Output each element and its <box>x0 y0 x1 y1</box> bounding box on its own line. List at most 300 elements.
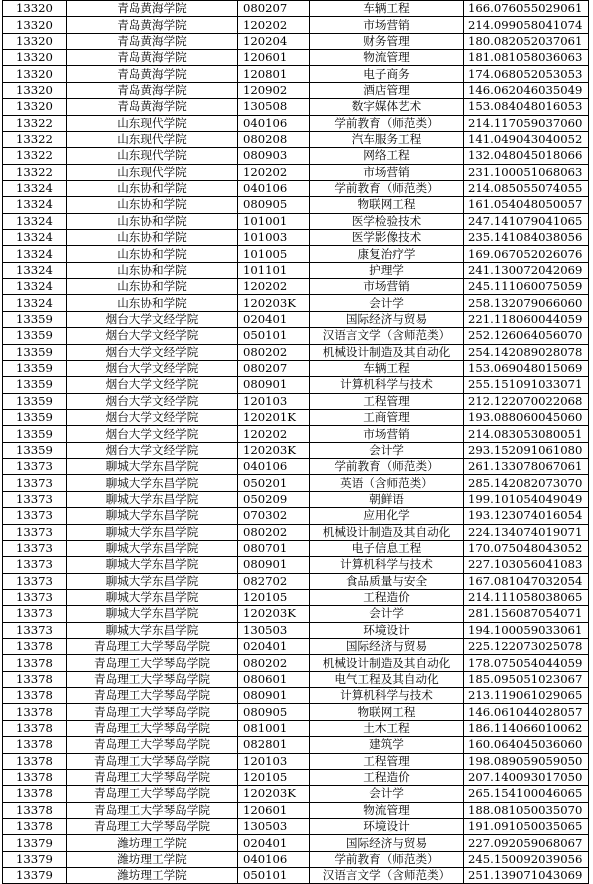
score-cell: 146.062046035049 <box>464 82 589 98</box>
score-cell: 261.133078067061 <box>464 459 589 475</box>
major-name-cell: 建筑学 <box>310 737 464 753</box>
school-name-cell: 烟台大学文经学院 <box>67 442 238 458</box>
major-code-cell: 080901 <box>238 557 310 573</box>
major-name-cell: 物流管理 <box>310 802 464 818</box>
school-name-cell: 聊城大学东昌学院 <box>67 524 238 540</box>
major-name-cell: 数字媒体艺术 <box>310 99 464 115</box>
school-code-cell: 13324 <box>3 213 67 229</box>
score-cell: 191.091050035065 <box>464 818 589 834</box>
major-code-cell: 101001 <box>238 213 310 229</box>
table-row <box>3 180 589 196</box>
school-name-cell: 青岛理工大学琴岛学院 <box>67 769 238 785</box>
school-code-cell: 13378 <box>3 655 67 671</box>
table-row <box>3 17 589 33</box>
school-code-cell: 13373 <box>3 524 67 540</box>
major-name-cell: 市场营销 <box>310 279 464 295</box>
table-row <box>3 704 589 720</box>
major-code-cell: 101003 <box>238 230 310 246</box>
school-name-cell: 烟台大学文经学院 <box>67 377 238 393</box>
major-code-cell: 120203K <box>238 606 310 622</box>
major-name-cell: 会计学 <box>310 786 464 802</box>
major-name-cell: 康复治疗学 <box>310 246 464 262</box>
school-code-cell: 13359 <box>3 393 67 409</box>
major-code-cell: 040106 <box>238 851 310 867</box>
major-code-cell: 082702 <box>238 573 310 589</box>
school-code-cell: 13359 <box>3 442 67 458</box>
school-code-cell: 13359 <box>3 426 67 442</box>
school-code-cell: 13359 <box>3 311 67 327</box>
school-name-cell: 山东协和学院 <box>67 197 238 213</box>
score-cell: 193.088060045060 <box>464 409 589 425</box>
school-name-cell: 山东现代学院 <box>67 148 238 164</box>
school-code-cell: 13359 <box>3 328 67 344</box>
school-name-cell: 青岛理工大学琴岛学院 <box>67 802 238 818</box>
school-code-cell: 13378 <box>3 753 67 769</box>
score-cell: 212.122070022068 <box>464 393 589 409</box>
score-cell: 166.076055029061 <box>464 1 589 17</box>
table-row <box>3 1 589 17</box>
score-cell: 221.118060044059 <box>464 311 589 327</box>
score-cell: 214.099058041074 <box>464 17 589 33</box>
major-code-cell: 020401 <box>238 639 310 655</box>
major-code-cell: 120601 <box>238 50 310 66</box>
major-code-cell: 080901 <box>238 377 310 393</box>
major-code-cell: 080202 <box>238 344 310 360</box>
table-row <box>3 491 589 507</box>
major-name-cell: 网络工程 <box>310 148 464 164</box>
major-name-cell: 学前教育（师范类） <box>310 851 464 867</box>
major-name-cell: 财务管理 <box>310 33 464 49</box>
major-code-cell: 080208 <box>238 131 310 147</box>
major-code-cell: 130503 <box>238 818 310 834</box>
major-name-cell: 会计学 <box>310 606 464 622</box>
table-row <box>3 573 589 589</box>
school-code-cell: 13379 <box>3 835 67 851</box>
score-cell: 281.156087054071 <box>464 606 589 622</box>
school-name-cell: 潍坊理工学院 <box>67 868 238 884</box>
school-code-cell: 13379 <box>3 868 67 884</box>
score-cell: 214.083053080051 <box>464 426 589 442</box>
major-name-cell: 土木工程 <box>310 720 464 736</box>
school-name-cell: 聊城大学东昌学院 <box>67 459 238 475</box>
score-cell: 153.069048015069 <box>464 360 589 376</box>
major-code-cell: 080202 <box>238 655 310 671</box>
major-code-cell: 130503 <box>238 622 310 638</box>
major-name-cell: 工程管理 <box>310 753 464 769</box>
school-name-cell: 山东现代学院 <box>67 164 238 180</box>
major-name-cell: 机械设计制造及其自动化 <box>310 344 464 360</box>
major-code-cell: 080202 <box>238 524 310 540</box>
table-row <box>3 295 589 311</box>
table-row <box>3 262 589 278</box>
school-name-cell: 聊城大学东昌学院 <box>67 508 238 524</box>
table-row <box>3 655 589 671</box>
major-name-cell: 物流管理 <box>310 50 464 66</box>
score-cell: 258.132079066060 <box>464 295 589 311</box>
table-row <box>3 377 589 393</box>
school-code-cell: 13320 <box>3 33 67 49</box>
major-name-cell: 计算机科学与技术 <box>310 377 464 393</box>
school-name-cell: 聊城大学东昌学院 <box>67 622 238 638</box>
school-code-cell: 13320 <box>3 99 67 115</box>
score-cell: 188.081050035070 <box>464 802 589 818</box>
major-name-cell: 机械设计制造及其自动化 <box>310 655 464 671</box>
table-body <box>3 1 589 884</box>
major-name-cell: 工程管理 <box>310 393 464 409</box>
score-cell: 170.075048043052 <box>464 540 589 556</box>
major-code-cell: 040106 <box>238 180 310 196</box>
table-row <box>3 115 589 131</box>
school-code-cell: 13373 <box>3 508 67 524</box>
score-cell: 245.111060075059 <box>464 279 589 295</box>
major-name-cell: 食品质量与安全 <box>310 573 464 589</box>
school-name-cell: 聊城大学东昌学院 <box>67 573 238 589</box>
table-row <box>3 802 589 818</box>
major-code-cell: 080701 <box>238 540 310 556</box>
score-cell: 224.134074019071 <box>464 524 589 540</box>
school-name-cell: 山东协和学院 <box>67 180 238 196</box>
score-cell: 213.119061029065 <box>464 688 589 704</box>
school-name-cell: 烟台大学文经学院 <box>67 426 238 442</box>
school-name-cell: 山东协和学院 <box>67 262 238 278</box>
school-code-cell: 13320 <box>3 66 67 82</box>
score-cell: 186.114066010062 <box>464 720 589 736</box>
table-row <box>3 230 589 246</box>
school-code-cell: 13322 <box>3 115 67 131</box>
school-name-cell: 聊城大学东昌学院 <box>67 491 238 507</box>
major-name-cell: 英语（含师范类） <box>310 475 464 491</box>
score-cell: 169.067052026076 <box>464 246 589 262</box>
score-cell: 132.048045018066 <box>464 148 589 164</box>
major-code-cell: 120801 <box>238 66 310 82</box>
school-name-cell: 烟台大学文经学院 <box>67 360 238 376</box>
school-name-cell: 青岛理工大学琴岛学院 <box>67 818 238 834</box>
major-code-cell: 120202 <box>238 279 310 295</box>
table-row <box>3 33 589 49</box>
score-cell: 225.122073025078 <box>464 639 589 655</box>
table-row <box>3 131 589 147</box>
table-row <box>3 720 589 736</box>
table-row <box>3 99 589 115</box>
school-name-cell: 聊城大学东昌学院 <box>67 589 238 605</box>
major-code-cell: 120202 <box>238 426 310 442</box>
major-name-cell: 工程造价 <box>310 769 464 785</box>
score-cell: 245.150092039056 <box>464 851 589 867</box>
score-cell: 194.100059033061 <box>464 622 589 638</box>
school-name-cell: 青岛黄海学院 <box>67 33 238 49</box>
score-cell: 167.081047032054 <box>464 573 589 589</box>
score-cell: 265.154100046065 <box>464 786 589 802</box>
table-row <box>3 508 589 524</box>
school-name-cell: 青岛理工大学琴岛学院 <box>67 704 238 720</box>
table-row <box>3 213 589 229</box>
school-name-cell: 青岛黄海学院 <box>67 82 238 98</box>
major-code-cell: 120203K <box>238 442 310 458</box>
score-cell: 160.064045036060 <box>464 737 589 753</box>
table-row <box>3 557 589 573</box>
major-name-cell: 电子信息工程 <box>310 540 464 556</box>
major-code-cell: 120203K <box>238 295 310 311</box>
major-code-cell: 040106 <box>238 459 310 475</box>
school-name-cell: 山东现代学院 <box>67 131 238 147</box>
score-cell: 235.141084038056 <box>464 230 589 246</box>
major-code-cell: 080207 <box>238 360 310 376</box>
score-cell: 153.084048016053 <box>464 99 589 115</box>
school-code-cell: 13373 <box>3 459 67 475</box>
table-row <box>3 328 589 344</box>
school-code-cell: 13324 <box>3 295 67 311</box>
table-row <box>3 459 589 475</box>
table-row <box>3 606 589 622</box>
major-code-cell: 130508 <box>238 99 310 115</box>
major-code-cell: 120103 <box>238 753 310 769</box>
school-code-cell: 13373 <box>3 491 67 507</box>
table-row <box>3 737 589 753</box>
table-row <box>3 786 589 802</box>
score-cell: 251.139071043069 <box>464 868 589 884</box>
major-code-cell: 040106 <box>238 115 310 131</box>
school-code-cell: 13379 <box>3 851 67 867</box>
major-code-cell: 120902 <box>238 82 310 98</box>
score-cell: 293.152091061080 <box>464 442 589 458</box>
major-code-cell: 050201 <box>238 475 310 491</box>
school-code-cell: 13378 <box>3 671 67 687</box>
major-code-cell: 050101 <box>238 868 310 884</box>
school-code-cell: 13359 <box>3 344 67 360</box>
major-name-cell: 医学影像技术 <box>310 230 464 246</box>
school-name-cell: 青岛理工大学琴岛学院 <box>67 786 238 802</box>
score-cell: 174.068052053053 <box>464 66 589 82</box>
school-name-cell: 山东协和学院 <box>67 295 238 311</box>
score-cell: 207.140093017050 <box>464 769 589 785</box>
school-code-cell: 13324 <box>3 180 67 196</box>
school-code-cell: 13378 <box>3 688 67 704</box>
school-code-cell: 13322 <box>3 131 67 147</box>
school-name-cell: 青岛理工大学琴岛学院 <box>67 737 238 753</box>
table-row <box>3 246 589 262</box>
table-row <box>3 671 589 687</box>
major-name-cell: 学前教育（师范类） <box>310 180 464 196</box>
major-name-cell: 电子商务 <box>310 66 464 82</box>
score-cell: 161.054048050057 <box>464 197 589 213</box>
major-code-cell: 080901 <box>238 688 310 704</box>
major-name-cell: 会计学 <box>310 295 464 311</box>
school-name-cell: 青岛黄海学院 <box>67 50 238 66</box>
school-code-cell: 13373 <box>3 622 67 638</box>
school-code-cell: 13378 <box>3 786 67 802</box>
major-name-cell: 市场营销 <box>310 17 464 33</box>
major-code-cell: 020401 <box>238 311 310 327</box>
table-row <box>3 639 589 655</box>
school-code-cell: 13359 <box>3 360 67 376</box>
school-code-cell: 13320 <box>3 17 67 33</box>
score-cell: 247.141079041065 <box>464 213 589 229</box>
major-name-cell: 汉语言文学（含师范类） <box>310 868 464 884</box>
score-cell: 141.049043040052 <box>464 131 589 147</box>
major-name-cell: 电气工程及其自动化 <box>310 671 464 687</box>
major-code-cell: 080903 <box>238 148 310 164</box>
major-name-cell: 环境设计 <box>310 818 464 834</box>
school-code-cell: 13320 <box>3 82 67 98</box>
school-name-cell: 山东协和学院 <box>67 213 238 229</box>
table-row <box>3 148 589 164</box>
school-code-cell: 13378 <box>3 769 67 785</box>
major-code-cell: 050101 <box>238 328 310 344</box>
major-name-cell: 车辆工程 <box>310 360 464 376</box>
major-name-cell: 物联网工程 <box>310 197 464 213</box>
school-name-cell: 青岛黄海学院 <box>67 99 238 115</box>
major-name-cell: 国际经济与贸易 <box>310 835 464 851</box>
school-code-cell: 13378 <box>3 720 67 736</box>
major-code-cell: 101101 <box>238 262 310 278</box>
score-cell: 241.130072042069 <box>464 262 589 278</box>
table-row <box>3 393 589 409</box>
table-row <box>3 818 589 834</box>
school-name-cell: 聊城大学东昌学院 <box>67 475 238 491</box>
major-name-cell: 酒店管理 <box>310 82 464 98</box>
school-code-cell: 13324 <box>3 197 67 213</box>
major-name-cell: 学前教育（师范类） <box>310 115 464 131</box>
admission-score-table <box>2 0 589 884</box>
major-code-cell: 070302 <box>238 508 310 524</box>
table-row <box>3 50 589 66</box>
table-row <box>3 279 589 295</box>
school-name-cell: 山东现代学院 <box>67 115 238 131</box>
school-name-cell: 山东协和学院 <box>67 230 238 246</box>
school-name-cell: 山东协和学院 <box>67 279 238 295</box>
major-code-cell: 120202 <box>238 164 310 180</box>
school-code-cell: 13324 <box>3 246 67 262</box>
school-code-cell: 13324 <box>3 279 67 295</box>
major-name-cell: 护理学 <box>310 262 464 278</box>
table-row <box>3 82 589 98</box>
school-name-cell: 青岛黄海学院 <box>67 1 238 17</box>
school-name-cell: 烟台大学文经学院 <box>67 409 238 425</box>
table-row <box>3 360 589 376</box>
major-name-cell: 应用化学 <box>310 508 464 524</box>
major-code-cell: 082801 <box>238 737 310 753</box>
school-code-cell: 13320 <box>3 1 67 17</box>
major-code-cell: 080601 <box>238 671 310 687</box>
major-name-cell: 市场营销 <box>310 164 464 180</box>
school-code-cell: 13359 <box>3 409 67 425</box>
table-row <box>3 540 589 556</box>
school-code-cell: 13373 <box>3 540 67 556</box>
major-name-cell: 环境设计 <box>310 622 464 638</box>
score-cell: 185.095051023067 <box>464 671 589 687</box>
table-row <box>3 442 589 458</box>
school-code-cell: 13378 <box>3 818 67 834</box>
major-name-cell: 市场营销 <box>310 426 464 442</box>
school-name-cell: 烟台大学文经学院 <box>67 344 238 360</box>
school-name-cell: 聊城大学东昌学院 <box>67 557 238 573</box>
school-code-cell: 13378 <box>3 704 67 720</box>
school-code-cell: 13359 <box>3 377 67 393</box>
major-code-cell: 020401 <box>238 835 310 851</box>
major-code-cell: 120203K <box>238 786 310 802</box>
school-name-cell: 烟台大学文经学院 <box>67 393 238 409</box>
school-name-cell: 青岛黄海学院 <box>67 66 238 82</box>
major-name-cell: 物联网工程 <box>310 704 464 720</box>
school-name-cell: 青岛理工大学琴岛学院 <box>67 720 238 736</box>
major-name-cell: 医学检验技术 <box>310 213 464 229</box>
major-code-cell: 120202 <box>238 17 310 33</box>
school-name-cell: 烟台大学文经学院 <box>67 328 238 344</box>
score-cell: 178.075054044059 <box>464 655 589 671</box>
major-code-cell: 101005 <box>238 246 310 262</box>
major-name-cell: 汉语言文学（含师范类） <box>310 328 464 344</box>
major-code-cell: 120201K <box>238 409 310 425</box>
school-name-cell: 潍坊理工学院 <box>67 851 238 867</box>
table-row <box>3 164 589 180</box>
major-code-cell: 120105 <box>238 769 310 785</box>
major-name-cell: 国际经济与贸易 <box>310 639 464 655</box>
major-code-cell: 120103 <box>238 393 310 409</box>
school-code-cell: 13322 <box>3 164 67 180</box>
school-code-cell: 13373 <box>3 589 67 605</box>
score-cell: 231.100051068063 <box>464 164 589 180</box>
table-row <box>3 835 589 851</box>
table-row <box>3 851 589 867</box>
school-code-cell: 13373 <box>3 573 67 589</box>
major-code-cell: 050209 <box>238 491 310 507</box>
major-code-cell: 120105 <box>238 589 310 605</box>
major-name-cell: 计算机科学与技术 <box>310 688 464 704</box>
table-row <box>3 688 589 704</box>
major-code-cell: 080905 <box>238 197 310 213</box>
score-cell: 199.101054049049 <box>464 491 589 507</box>
score-cell: 255.151091033071 <box>464 377 589 393</box>
major-name-cell: 计算机科学与技术 <box>310 557 464 573</box>
school-code-cell: 13324 <box>3 230 67 246</box>
score-cell: 214.117059037060 <box>464 115 589 131</box>
school-name-cell: 聊城大学东昌学院 <box>67 540 238 556</box>
score-cell: 252.126064056070 <box>464 328 589 344</box>
major-name-cell: 机械设计制造及其自动化 <box>310 524 464 540</box>
table-row <box>3 868 589 884</box>
school-name-cell: 山东协和学院 <box>67 246 238 262</box>
school-code-cell: 13320 <box>3 50 67 66</box>
school-name-cell: 青岛黄海学院 <box>67 17 238 33</box>
school-code-cell: 13324 <box>3 262 67 278</box>
score-cell: 227.103056041083 <box>464 557 589 573</box>
major-name-cell: 车辆工程 <box>310 1 464 17</box>
table-row <box>3 769 589 785</box>
score-cell: 227.092059068067 <box>464 835 589 851</box>
score-cell: 285.142082073070 <box>464 475 589 491</box>
table-row <box>3 409 589 425</box>
school-name-cell: 烟台大学文经学院 <box>67 311 238 327</box>
major-code-cell: 120601 <box>238 802 310 818</box>
school-name-cell: 青岛理工大学琴岛学院 <box>67 753 238 769</box>
score-cell: 146.061044028057 <box>464 704 589 720</box>
major-name-cell: 工商管理 <box>310 409 464 425</box>
score-cell: 254.142089028078 <box>464 344 589 360</box>
major-name-cell: 工程造价 <box>310 589 464 605</box>
score-cell: 214.111058038065 <box>464 589 589 605</box>
school-code-cell: 13322 <box>3 148 67 164</box>
school-code-cell: 13378 <box>3 639 67 655</box>
major-code-cell: 080207 <box>238 1 310 17</box>
major-name-cell: 学前教育（师范类） <box>310 459 464 475</box>
school-code-cell: 13373 <box>3 606 67 622</box>
school-code-cell: 13378 <box>3 737 67 753</box>
table-row <box>3 524 589 540</box>
score-cell: 198.089059059050 <box>464 753 589 769</box>
school-code-cell: 13378 <box>3 802 67 818</box>
score-cell: 180.082052037061 <box>464 33 589 49</box>
school-name-cell: 潍坊理工学院 <box>67 835 238 851</box>
